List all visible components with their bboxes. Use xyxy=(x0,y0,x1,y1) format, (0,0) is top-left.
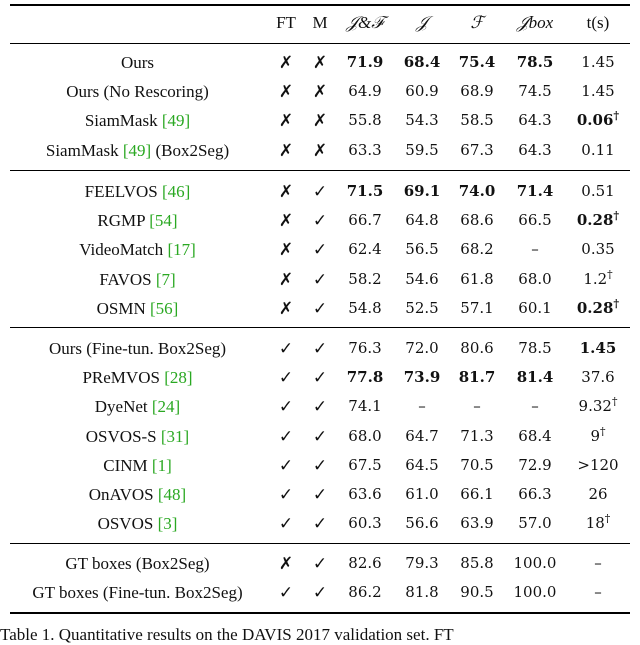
jf-cell: 63.3 xyxy=(348,140,382,159)
j-cell: 69.1 xyxy=(403,182,441,200)
table-row xyxy=(10,422,630,451)
ft-cell: ✓ xyxy=(278,426,294,446)
table-row xyxy=(10,177,630,206)
m-cell: ✗ xyxy=(312,53,328,72)
ft-cell: ✓ xyxy=(278,485,294,504)
jbox-cell: 78.5 xyxy=(518,339,552,357)
citation-link[interactable]: [48] xyxy=(157,485,187,504)
t-cell: 26 xyxy=(588,485,608,503)
jbox-cell: 74.5 xyxy=(518,82,552,101)
table-row xyxy=(10,334,630,363)
f-cell: 61.8 xyxy=(460,269,494,288)
t-cell: 1.45 xyxy=(579,339,617,357)
table-row xyxy=(10,363,630,392)
method-name: OSVOS-S xyxy=(85,426,161,446)
method-name: Ours (No Rescoring) xyxy=(66,82,209,102)
header-ft: FT xyxy=(276,13,296,32)
ft-cell: ✗ xyxy=(278,111,294,131)
f-cell: 67.3 xyxy=(460,140,494,159)
f-cell: 68.2 xyxy=(460,240,494,259)
j-cell: 61.0 xyxy=(405,485,439,503)
j-cell: 59.5 xyxy=(405,140,439,159)
method-cell xyxy=(10,451,265,480)
m-cell: ✗ xyxy=(312,111,328,131)
method-name: DyeNet xyxy=(94,397,152,417)
method-cell xyxy=(10,106,265,135)
header-method xyxy=(10,8,265,37)
jf-cell: 63.6 xyxy=(348,485,382,503)
method-name: VideoMatch xyxy=(79,240,168,260)
t-cell: 0.06† xyxy=(576,109,620,130)
t-cell: 0.51 xyxy=(581,182,615,200)
jbox-cell: 100.0 xyxy=(513,583,557,602)
m-cell: ✓ xyxy=(312,298,328,318)
citation-link[interactable]: [7] xyxy=(155,269,176,289)
dagger-mark: † xyxy=(611,395,618,409)
j-cell: 54.3 xyxy=(405,111,439,130)
citation-link[interactable]: [54] xyxy=(149,211,178,231)
f-cell: 85.8 xyxy=(460,554,494,572)
method-name: OSMN xyxy=(96,298,151,318)
citation-link[interactable]: [17] xyxy=(167,240,196,260)
j-cell: 64.5 xyxy=(405,455,439,474)
method-cell xyxy=(10,509,265,538)
jbox-cell: – xyxy=(531,397,539,416)
jf-cell: 82.6 xyxy=(348,554,382,572)
j-cell: 73.9 xyxy=(403,368,441,387)
jf-cell: 55.8 xyxy=(348,111,382,130)
table-row xyxy=(10,480,630,509)
ft-cell: ✓ xyxy=(278,339,294,358)
jbox-cell: 66.3 xyxy=(518,485,552,503)
jbox-cell: 68.4 xyxy=(518,426,552,445)
j-cell: 52.5 xyxy=(405,298,439,317)
ft-cell: ✗ xyxy=(278,82,294,102)
method-cell xyxy=(10,334,265,363)
table-rule xyxy=(10,327,630,328)
t-cell: 18† xyxy=(585,512,611,533)
t-cell: 0.28† xyxy=(576,296,620,317)
ft-cell: ✗ xyxy=(278,298,294,318)
ft-cell: ✓ xyxy=(278,397,294,417)
jf-cell: 60.3 xyxy=(348,514,382,533)
table-row xyxy=(10,206,630,235)
jbox-cell: 66.5 xyxy=(518,211,552,230)
method-name: FAVOS xyxy=(99,269,156,289)
m-cell: ✓ xyxy=(312,269,328,289)
jbox-cell: 60.1 xyxy=(518,298,552,317)
header-f: ℱ xyxy=(470,13,484,32)
header-row xyxy=(10,8,630,37)
citation-link[interactable]: [49] xyxy=(161,111,191,131)
j-cell: 56.6 xyxy=(405,514,439,533)
method-cell xyxy=(10,363,265,392)
method-name: RGMP xyxy=(97,211,150,231)
f-cell: – xyxy=(473,397,481,416)
f-cell: 70.5 xyxy=(460,455,494,474)
table-row xyxy=(10,136,630,165)
top-rule xyxy=(10,4,630,6)
t-cell: >120 xyxy=(577,455,619,474)
method-cell xyxy=(10,422,265,451)
citation-link[interactable]: [28] xyxy=(164,368,193,388)
table-row xyxy=(10,48,630,77)
table-rule xyxy=(10,43,630,44)
t-cell: 0.35 xyxy=(581,240,615,259)
method-name: GT boxes (Box2Seg) xyxy=(65,554,210,573)
jf-cell: 58.2 xyxy=(348,269,382,288)
method-cell xyxy=(10,136,265,165)
ft-cell: ✓ xyxy=(278,583,294,603)
j-cell: 56.5 xyxy=(405,240,439,259)
dagger-mark: † xyxy=(613,209,620,223)
jbox-cell: – xyxy=(531,240,539,259)
t-cell: 1.45 xyxy=(581,82,615,101)
citation-link[interactable]: [49] xyxy=(122,140,152,160)
jbox-cell: 57.0 xyxy=(518,514,552,533)
j-cell: 68.4 xyxy=(403,53,441,71)
jbox-cell: 72.9 xyxy=(518,455,552,474)
dagger-mark: † xyxy=(613,109,620,123)
method-name: GT boxes (Fine-tun. Box2Seg) xyxy=(32,583,243,603)
table-row xyxy=(10,451,630,480)
m-cell: ✓ xyxy=(312,583,328,603)
jf-cell: 71.9 xyxy=(346,53,384,71)
citation-link[interactable]: [24] xyxy=(151,397,181,417)
method-cell xyxy=(10,392,265,421)
ft-cell: ✗ xyxy=(278,269,294,289)
j-cell: 54.6 xyxy=(405,269,439,288)
ft-cell: ✗ xyxy=(278,182,294,201)
table-row xyxy=(10,106,630,135)
jf-cell: 66.7 xyxy=(348,211,382,230)
jbox-cell: 71.4 xyxy=(516,182,554,200)
table-row xyxy=(10,392,630,421)
method-name: Ours xyxy=(120,53,155,72)
jf-cell: 76.3 xyxy=(348,339,382,357)
m-cell: ✓ xyxy=(312,397,328,417)
j-cell: 72.0 xyxy=(405,339,439,357)
f-cell: 74.0 xyxy=(458,182,496,200)
ft-cell: ✓ xyxy=(278,368,294,388)
method-name: PReMVOS xyxy=(82,368,165,388)
ft-cell: ✗ xyxy=(278,240,294,260)
header-jbox: 𝒥box xyxy=(516,13,554,32)
method-name: CINM xyxy=(103,455,152,475)
ft-cell: ✗ xyxy=(278,53,294,72)
method-name: OSVOS xyxy=(97,514,158,534)
j-cell: 64.7 xyxy=(405,426,439,445)
jbox-cell: 64.3 xyxy=(518,111,552,130)
table-rule xyxy=(10,612,630,614)
m-cell: ✗ xyxy=(312,82,328,102)
m-cell: ✓ xyxy=(312,240,328,260)
citation-link[interactable]: [46] xyxy=(161,182,191,201)
t-cell: 9† xyxy=(590,424,606,445)
m-cell: ✗ xyxy=(312,140,328,160)
method-name: OnAVOS xyxy=(88,485,158,504)
j-cell: 60.9 xyxy=(405,82,439,101)
jf-cell: 64.9 xyxy=(348,82,382,101)
dagger-mark: † xyxy=(600,424,606,438)
table-caption: Table 1. Quantitative results on the DAVIS 2017 validation set. FT xyxy=(0,625,454,644)
t-cell: 37.6 xyxy=(581,368,615,387)
f-cell: 68.9 xyxy=(460,82,494,101)
t-cell: 0.28† xyxy=(576,209,620,230)
method-cell xyxy=(10,206,265,235)
method-cell xyxy=(10,294,265,323)
m-cell: ✓ xyxy=(312,211,328,231)
table-row xyxy=(10,509,630,538)
table-rule xyxy=(10,170,630,171)
j-cell: 79.3 xyxy=(405,554,439,572)
citation-link[interactable]: [56] xyxy=(150,298,179,318)
citation-link[interactable]: [31] xyxy=(160,426,190,446)
t-cell: 9.32† xyxy=(578,395,618,416)
f-cell: 90.5 xyxy=(460,583,494,602)
method-cell xyxy=(10,480,265,509)
t-cell: 0.11 xyxy=(581,140,615,159)
m-cell: ✓ xyxy=(312,368,328,388)
f-cell: 66.1 xyxy=(460,485,494,503)
dagger-mark: † xyxy=(607,267,613,281)
jf-cell: 77.8 xyxy=(346,368,384,387)
header-j: 𝒥 xyxy=(416,13,428,32)
jf-cell: 54.8 xyxy=(348,298,382,317)
jf-cell: 67.5 xyxy=(348,455,382,474)
t-cell: – xyxy=(594,583,602,602)
f-cell: 71.3 xyxy=(460,426,494,445)
t-cell: 1.2† xyxy=(583,267,613,288)
table-row xyxy=(10,235,630,264)
method-suffix: (Box2Seg) xyxy=(151,140,230,160)
j-cell: 81.8 xyxy=(405,583,439,602)
dagger-mark: † xyxy=(604,512,611,526)
f-cell: 81.7 xyxy=(458,368,496,387)
t-cell: – xyxy=(594,554,602,572)
dagger-mark: † xyxy=(613,296,620,310)
jf-cell: 68.0 xyxy=(348,426,382,445)
j-cell: 64.8 xyxy=(405,211,439,230)
table-row xyxy=(10,578,630,607)
jf-cell: 71.5 xyxy=(346,182,384,200)
method-cell xyxy=(10,578,265,607)
method-cell xyxy=(10,549,265,578)
method-name: FEELVOS xyxy=(84,182,162,201)
ft-cell: ✓ xyxy=(278,455,294,475)
method-cell xyxy=(10,235,265,264)
header-m: M xyxy=(312,13,328,32)
ft-cell: ✓ xyxy=(278,514,294,534)
f-cell: 58.5 xyxy=(460,111,494,130)
ft-cell: ✗ xyxy=(278,554,294,573)
f-cell: 75.4 xyxy=(458,53,496,71)
m-cell: ✓ xyxy=(312,554,328,573)
m-cell: ✓ xyxy=(312,339,328,358)
j-cell: – xyxy=(418,397,426,416)
table-rule xyxy=(10,543,630,544)
f-cell: 68.6 xyxy=(460,211,494,230)
method-name: SiamMask xyxy=(84,111,162,131)
table-row xyxy=(10,549,630,578)
citation-link[interactable]: [3] xyxy=(157,514,178,534)
method-cell xyxy=(10,48,265,77)
jf-cell: 62.4 xyxy=(348,240,382,259)
m-cell: ✓ xyxy=(312,182,328,201)
method-cell xyxy=(10,265,265,294)
f-cell: 80.6 xyxy=(460,339,494,357)
ft-cell: ✗ xyxy=(278,211,294,231)
f-cell: 57.1 xyxy=(460,298,494,317)
table-row xyxy=(10,77,630,106)
table-row xyxy=(10,265,630,294)
jbox-cell: 81.4 xyxy=(516,368,554,387)
jbox-cell: 68.0 xyxy=(518,269,552,288)
header-time: t(s) xyxy=(586,13,610,32)
header-jf: 𝒥&ℱ xyxy=(346,13,384,32)
m-cell: ✓ xyxy=(312,514,328,534)
m-cell: ✓ xyxy=(312,455,328,475)
jbox-cell: 78.5 xyxy=(516,53,554,71)
ft-cell: ✗ xyxy=(278,140,294,160)
t-cell: 1.45 xyxy=(581,53,615,71)
table-row xyxy=(10,294,630,323)
jbox-cell: 64.3 xyxy=(518,140,552,159)
jf-cell: 74.1 xyxy=(348,397,382,416)
m-cell: ✓ xyxy=(312,485,328,504)
method-name: Ours (Fine-tun. Box2Seg) xyxy=(48,339,227,358)
citation-link[interactable]: [1] xyxy=(151,455,172,475)
f-cell: 63.9 xyxy=(460,514,494,533)
m-cell: ✓ xyxy=(312,426,328,446)
method-cell xyxy=(10,177,265,206)
method-cell xyxy=(10,77,265,106)
jbox-cell: 100.0 xyxy=(513,554,557,572)
method-name: SiamMask xyxy=(45,140,123,160)
jf-cell: 86.2 xyxy=(348,583,382,602)
